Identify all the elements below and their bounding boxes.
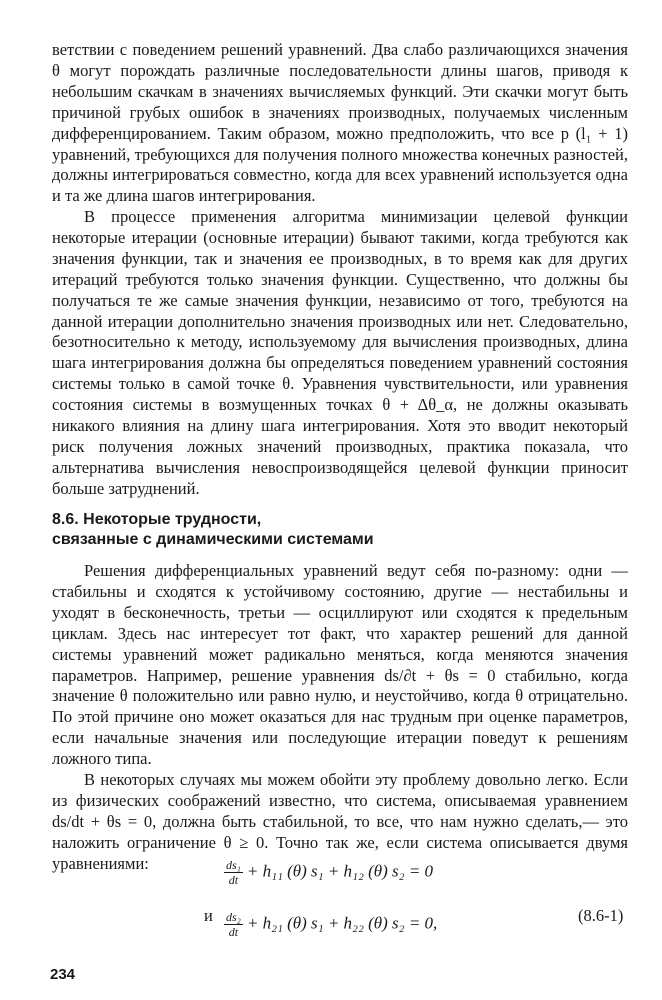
- paragraph-1: ветствии с поведением решений уравнений. Два слабо различающихся значения θ могут порождать различные последовательности длины шагов, приводя к небольшим скачкам в значениях вычисляемых функций. Эти скачки могут быть причиной грубых ошибок в значениях производных, получаемых численным дифференцированием. Таким образом, можно предположить, что все p (l₁ + 1) уравнений, требующихся для получения полного множества конечных разностей, должны интегрироваться совместно, когда для всех уравнений используется одна и та же длина шагов интегрирования.: [52, 40, 628, 206]
- equation-conjunction: и: [204, 906, 213, 925]
- section-heading: [52, 510, 628, 550]
- equation-1-numerator: ds₁: [226, 858, 241, 872]
- equation-2-numerator: ds₂: [226, 910, 241, 924]
- equation-number: (8.6-1): [578, 906, 624, 925]
- equation-2-fraction: [224, 910, 243, 939]
- section-heading-line-1: 8.6. Некоторые трудности,: [52, 511, 262, 528]
- equation-1-denominator: dt: [228, 873, 239, 887]
- section-heading-line-2: связанные с динамическими системами: [52, 531, 374, 548]
- equation-2: [224, 910, 437, 939]
- page-number: 234: [50, 966, 76, 983]
- equation-1-fraction: [224, 858, 243, 887]
- equation-2-rest: + h₂₁ (θ) s₁ + h₂₂ (θ) s₂ = 0,: [246, 913, 438, 933]
- equation-2-denominator: dt: [228, 925, 239, 939]
- equation-1-rest: + h₁₁ (θ) s₁ + h₁₂ (θ) s₂ = 0: [246, 861, 434, 881]
- paragraph-2: В процессе применения алгоритма минимизации целевой функции некоторые итерации (основные итерации) бывают такими, когда требуются как значения функции, так и значения ее производных, в то время как для других итераций требуются только значения функции. Существенно, что должны бы получаться те же самые значения функции, независимо от того, требуются на данной итерации дополнительно значения производных или нет. Следовательно, безотносительно к методу, используемому для вычисления производных, длина шага интегрирования должна бы определяться поведением уравнений состояния системы только в самой точке θ. Уравнения чувствительности, или уравнения состояния системы в возмущенных точках θ + Δθ_α, не должны оказывать никакого влияния на длину шага интегрирования. Хотя это вводит некоторый риск получения ложных значений производных, практика показала, что альтернатива вычисления невоспроизводящейся целевой функции приносит больше затруднений.: [52, 207, 628, 498]
- equation-block: [0, 858, 662, 958]
- paragraph-3: Решения дифференциальных уравнений ведут себя по-разному: одни — стабильны и сходятся к устойчивому состоянию, другие — нестабильны и уходят в бесконечность, третьи — осциллируют или сходятся к предельным циклам. Здесь нас интересует тот факт, что характер решений для данной системы уравнений может радикально меняться, когда меняются значения параметров. Например, решение уравнения ds/∂t + θs = 0 стабильно, когда значение θ положительно или равно нулю, и неустойчиво, когда θ отрицательно. По этой причине оно может оказаться для нас трудным при оценке параметров, если начальные значения или последующие итерации поведут к решениям ложного типа.: [52, 561, 628, 769]
- paragraph-4: В некоторых случаях мы можем обойти эту проблему довольно легко. Если из физических соображений известно, что система, описываемая уравнением ds/dt + θs = 0, должна быть стабильной, то все, что нам нужно сделать,— это наложить ограничение θ ≥ 0. Точно так же, если система описывается двумя уравнениями:: [52, 770, 628, 873]
- equation-1: [224, 858, 433, 887]
